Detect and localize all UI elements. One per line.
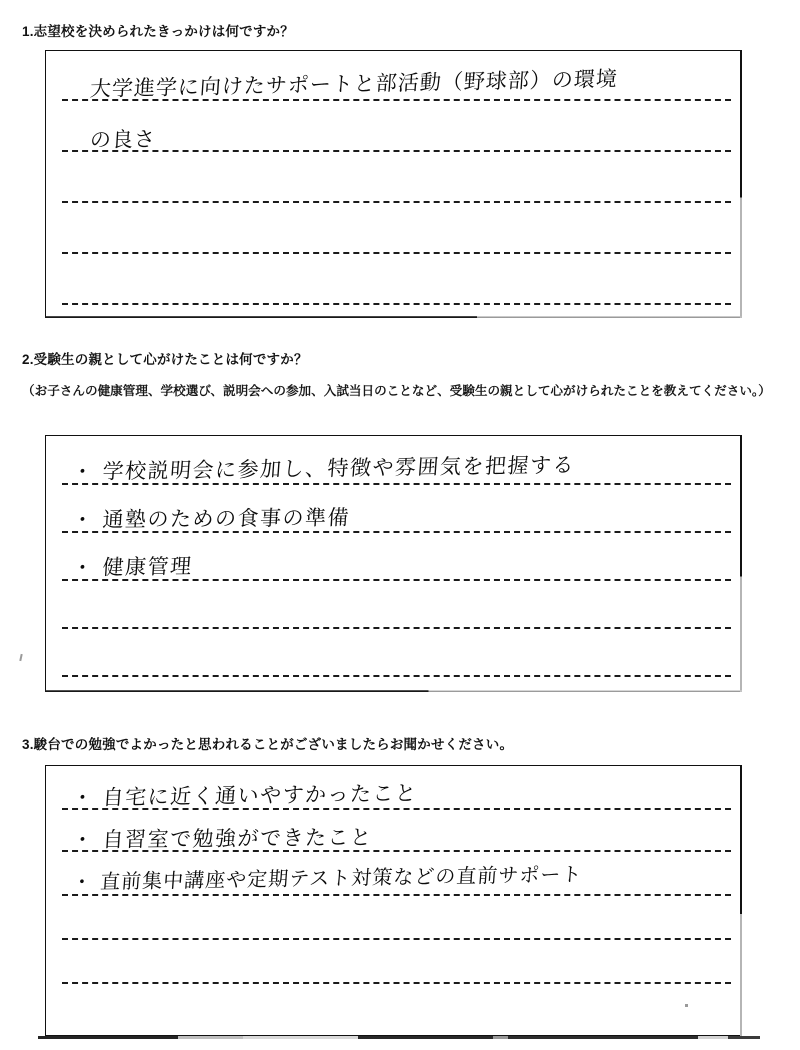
box-bottom-artifact bbox=[45, 690, 742, 692]
question-1-prompt: 1.志望校を決められたきっかけは何ですか？ bbox=[22, 24, 294, 39]
scan-bottom-edge bbox=[38, 1036, 760, 1039]
scan-speck bbox=[685, 1004, 688, 1007]
box-edge-artifact bbox=[740, 435, 742, 692]
box-edge-artifact bbox=[740, 765, 742, 1036]
question-2-answer-box[interactable] bbox=[45, 435, 742, 692]
ruled-line bbox=[62, 627, 731, 629]
ruled-line bbox=[62, 201, 731, 203]
ruled-line bbox=[62, 938, 731, 940]
box-edge-artifact bbox=[740, 50, 742, 318]
question-3-answer-box[interactable] bbox=[45, 765, 742, 1036]
question-3-prompt: 3.駿台での勉強でよかったと思われることがございましたらお聞かせください。 bbox=[22, 737, 514, 752]
handwritten-answer-line: の良さ bbox=[89, 127, 157, 153]
handwritten-answer-line: ・ 自宅に近く通いやすかったこと bbox=[71, 781, 419, 811]
handwritten-answer-line: ・ 直前集中講座や定期テスト対策などの直前サポート bbox=[71, 861, 584, 895]
handwritten-answer-line: ・ 健康管理 bbox=[71, 554, 194, 581]
ruled-line bbox=[62, 252, 731, 254]
handwritten-answer-line: ・ 学校説明会に参加し、特徴や雰囲気を把握する bbox=[71, 452, 576, 485]
question-2-prompt: 2.受験生の親として心がけたことは何ですか？ bbox=[22, 352, 308, 367]
question-1-answer-box[interactable] bbox=[45, 50, 742, 318]
handwritten-answer-line: ・ 自習室で勉強ができたこと bbox=[71, 825, 374, 853]
question-2-note: （お子さんの健康管理、学校選び、説明会への参加、入試当日のことなど、受験生の親として心がけられたことを教えてください。） bbox=[22, 384, 771, 398]
ruled-line bbox=[62, 982, 731, 984]
handwritten-answer-line: 大学進学に向けたサポートと部活動（野球部）の環境 bbox=[89, 66, 619, 102]
ruled-line bbox=[62, 303, 731, 305]
box-bottom-artifact bbox=[45, 316, 742, 318]
handwritten-answer-line: ・ 通塾のための食事の準備 bbox=[71, 505, 351, 533]
scan-speck bbox=[19, 654, 22, 661]
ruled-line bbox=[62, 894, 731, 896]
ruled-line bbox=[62, 675, 731, 677]
